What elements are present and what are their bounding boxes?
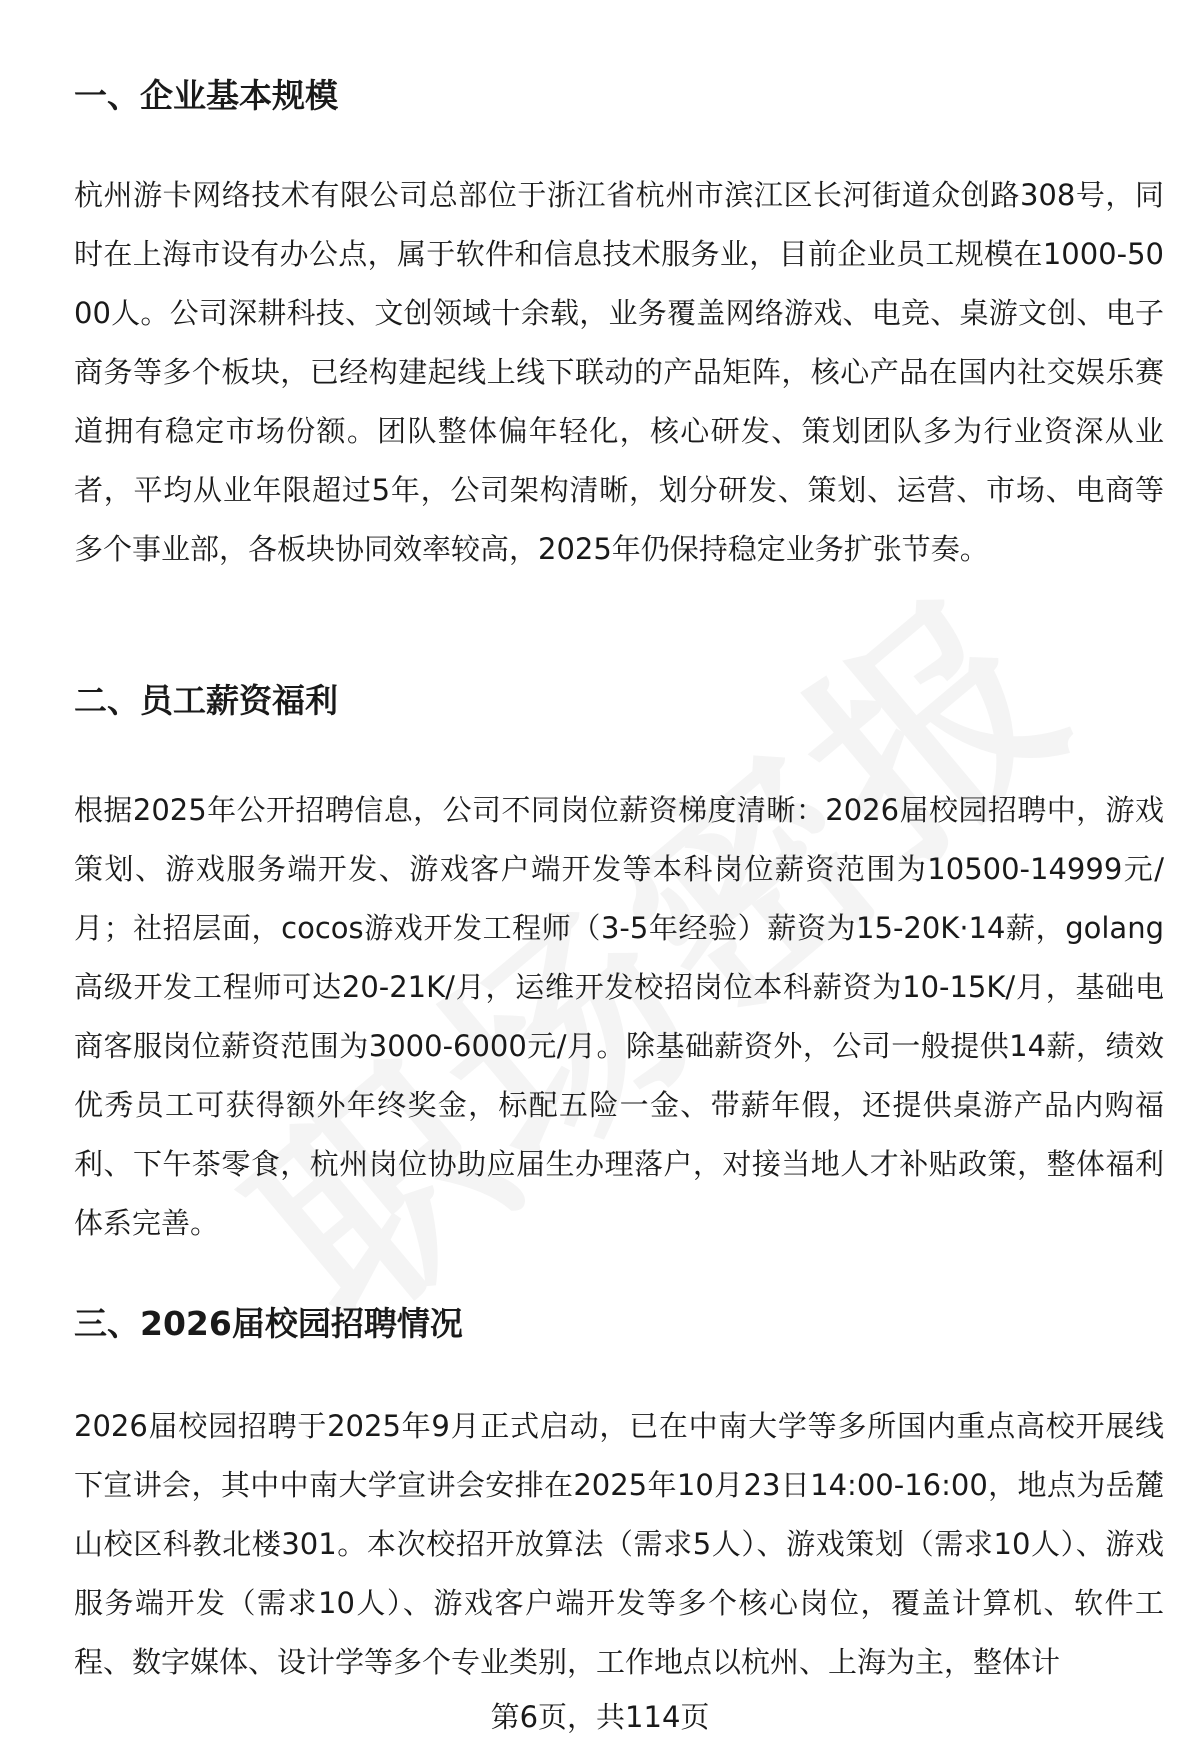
- section-title-campus-recruitment: 三、2026届校园招聘情况: [74, 1304, 463, 1343]
- section-title-salary: 二、员工薪资福利: [74, 681, 338, 720]
- section-body-salary: 根据2025年公开招聘信息，公司不同岗位薪资梯度清晰：2026届校园招聘中，游戏策划、游戏服务端开发、游戏客户端开发等本科岗位薪资范围为10500-14999元/月；社招层面，cocos游戏开发工程师（3-5年经验）薪资为15-20K·14薪，golang高级开发工程师可达20-21K/月，运维开发校招岗位本科薪资为10-15K/月，基础电商客服岗位薪资范围为3000-6000元/月。除基础薪资外，公司一般提供14薪，绩效优秀员工可获得额外年终奖金，标配五险一金、带薪年假，还提供桌游产品内购福利、下午茶零食，杭州岗位协助应届生办理落户，对接当地人才补贴政策，整体福利体系完善。: [74, 793, 1164, 1240]
- section-title-scale: 一、企业基本规模: [74, 76, 338, 115]
- section-body-scale: 杭州游卡网络技术有限公司总部位于浙江省杭州市滨江区长河街道众创路308号，同时在上海市设有办公点，属于软件和信息技术服务业，目前企业员工规模在1000-5000人。公司深耕科技、文创领域十余载，业务覆盖网络游戏、电竞、桌游文创、电子商务等多个板块，已经构建起线上线下联动的产品矩阵，核心产品在国内社交娱乐赛道拥有稳定市场份额。团队整体偏年轻化，核心研发、策划团队多为行业资深从业者，平均从业年限超过5年，公司架构清晰，划分研发、策划、运营、市场、电商等多个事业部，各板块协同效率较高，2025年仍保持稳定业务扩张节奏。: [74, 178, 1164, 566]
- section-body-campus-recruitment: 2026届校园招聘于2025年9月正式启动，已在中南大学等多所国内重点高校开展线下宣讲会，其中中南大学宣讲会安排在2025年10月23日14:00-16:00，地点为岳麓山校区科教北楼301。本次校招开放算法（需求5人）、游戏策划（需求10人）、游戏服务端开发（需求10人）、游戏客户端开发等多个核心岗位，覆盖计算机、软件工程、数字媒体、设计学等多个专业类别，工作地点以杭州、上海为主，整体计: [74, 1409, 1164, 1679]
- page-number: 第6页，共114页: [490, 1700, 710, 1734]
